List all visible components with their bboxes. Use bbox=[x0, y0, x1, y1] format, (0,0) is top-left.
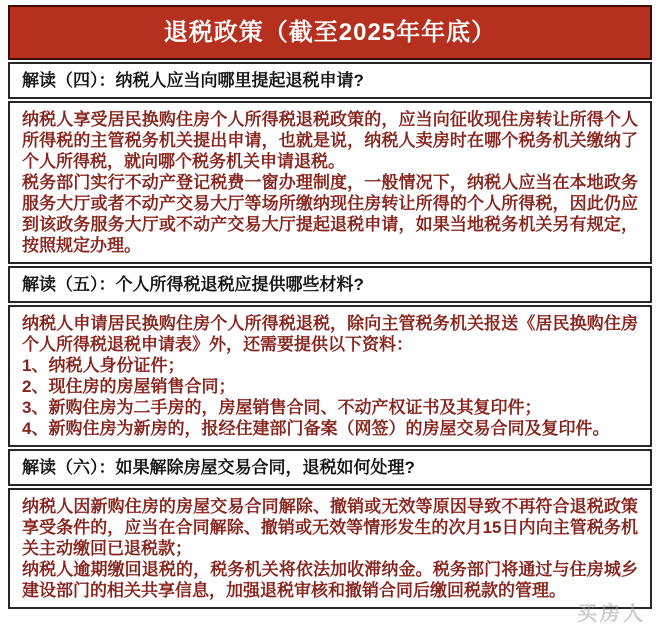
section-4-body-box bbox=[8, 101, 652, 264]
list-item: 3、新购住房为二手房的，房屋销售合同、不动产权证书及其复印件； bbox=[22, 398, 542, 417]
list-item: 1、纳税人身份证件； bbox=[22, 356, 185, 375]
section-5-heading-box bbox=[8, 266, 652, 303]
section-6-body-box bbox=[8, 488, 652, 609]
section-heading: 解读（五）：个人所得税退税应提供哪些材料? bbox=[22, 275, 364, 294]
list-item: 2、现住房的房屋销售合同； bbox=[22, 377, 236, 396]
body-paragraph: 纳税人逾期缴回退税的，税务机关将依法加收滞纳金。税务部门将通过与住房城乡建设部门的相关共享信息，加强退税审核和撤销合同后缴回税款的管理。 bbox=[22, 560, 638, 600]
page-title: 退税政策（截至2025年年底） bbox=[163, 18, 497, 46]
section-5-body-box bbox=[8, 305, 652, 447]
body-paragraph: 纳税人因新购住房的房屋交易合同解除、撤销或无效等原因导致不再符合退税政策享受条件的，应当在合同解除、撤销或无效等情形发生的次月15日内向主管税务机关主动缴回已退税款； bbox=[22, 497, 638, 558]
section-4-heading-box bbox=[8, 62, 652, 99]
section-heading: 解读（四）：纳税人应当向哪里提起退税申请? bbox=[22, 71, 364, 90]
watermark: 买房人 bbox=[577, 603, 646, 625]
body-paragraph: 纳税人享受居民换购住房个人所得税退税政策的，应当向征收现住房转让所得个人所得税的主管税务机关提出申请，也就是说，纳税人卖房时在哪个税务机关缴纳了个人所得税，就向哪个税务机关申请退税。 bbox=[22, 110, 638, 171]
section-6-heading-box bbox=[8, 449, 652, 486]
body-paragraph: 纳税人申请居民换购住房个人所得税退税，除向主管税务机关报送《居民换购住房个人所得税退税申请表》外，还需要提供以下资料： bbox=[22, 314, 638, 354]
body-paragraph: 税务部门实行不动产登记税费一窗办理制度，一般情况下，纳税人应当在本地政务服务大厅或者不动产交易大厅等场所缴纳现住房转让所得的个人所得税，因此仍应到该政务服务大厅或不动产交易大厅提起退税申请，如果当地税务机关另有规定，按照规定办理。 bbox=[22, 173, 638, 255]
section-heading: 解读（六）：如果解除房屋交易合同，退税如何处理? bbox=[22, 458, 415, 477]
list-item: 4、新购住房为新房的，报经住建部门备案（网签）的房屋交易合同及复印件。 bbox=[22, 419, 610, 438]
title-banner bbox=[8, 5, 652, 60]
